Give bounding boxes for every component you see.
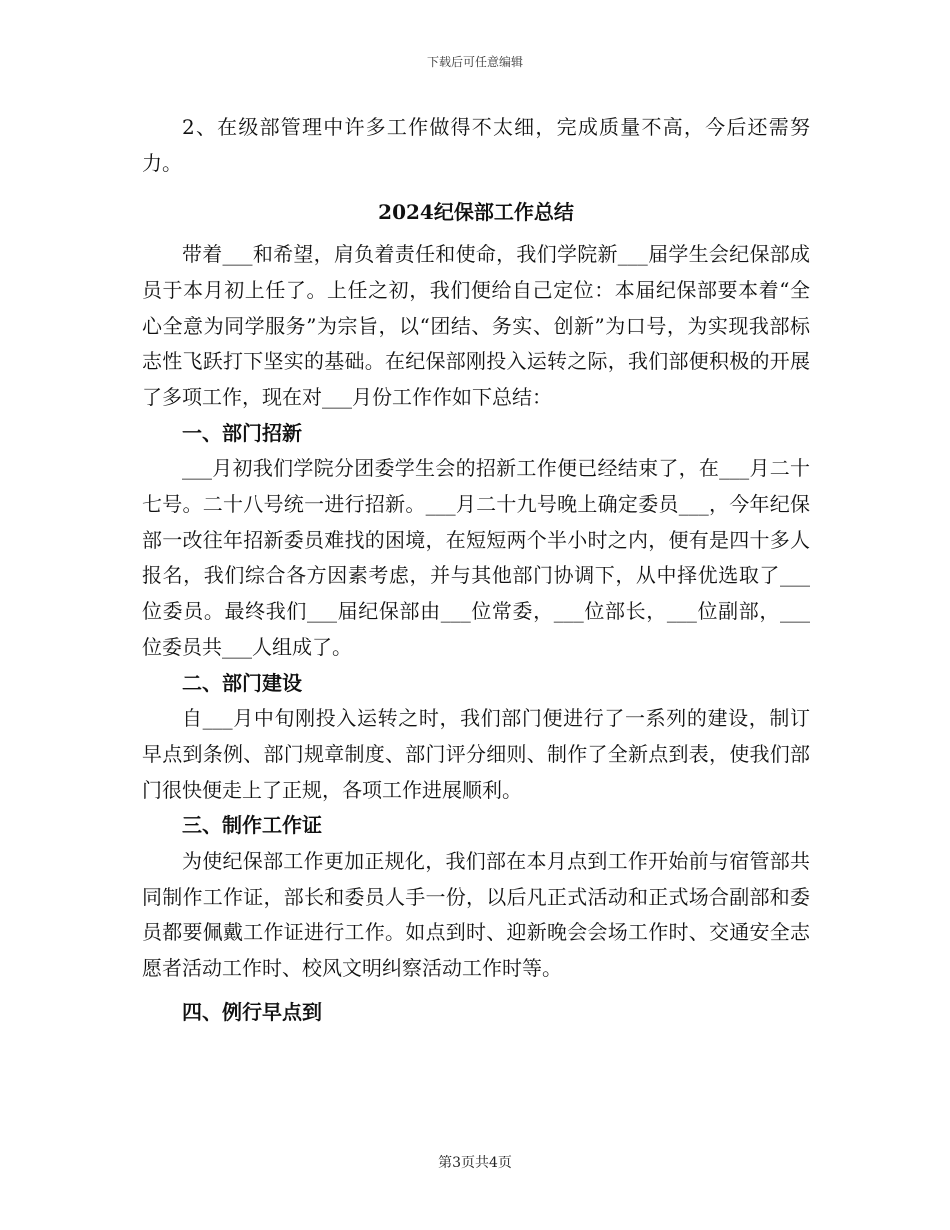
- intro-item-paragraph: 2、在级部管理中许多工作做得不太细，完成质量不高，今后还需努力。: [142, 115, 810, 175]
- opening-paragraph: 带着___和希望，肩负着责任和使命，我们学院新___届学生会纪保部成员于本月初上任了。上任之初，我们便给自己定位：本届纪保部要本着“全心全意为同学服务”为宗旨，以“团结、务实、创新”为口号，为实现我部标志性飞跃打下坚实的基础。在纪保部刚投入运转之际，我们部便积极的开展了多项工作，现在对___月份工作作如下总结：: [142, 242, 810, 409]
- document-body: [142, 110, 810, 1031]
- page-number-footer: 第3页共4页: [438, 1155, 512, 1171]
- page-header-note: 下载后可任意编辑: [426, 55, 523, 69]
- section-heading-morning-checkin: 四、例行早点到: [182, 999, 322, 1024]
- section-heading-construction: 二、部门建设: [182, 670, 302, 695]
- section-heading-work-card: 三、制作工作证: [182, 813, 322, 838]
- section-body-work-card: 为使纪保部工作更加正规化，我们部在本月点到工作开始前与宿管部共同制作工作证，部长和委员人手一份，以后凡正式活动和正式场合副部和委员都要佩戴工作证进行工作。如点到时、迎新晚会会场工作时、交通安全志愿者活动工作时、校风文明纠察活动工作时等。: [142, 849, 810, 981]
- section-body-recruitment: ___月初我们学院分团委学生会的招新工作便已经结束了，在___月二十七号。二十八号统一进行招新。___月二十九号晚上确定委员___，今年纪保部一改往年招新委员难找的困境，在短短两个半小时之内，便有是四十多人报名，我们综合各方因素考虑，并与其他部门协调下，从中择优选取了___位委员。最终我们___届纪保部由___位常委，___位部长，___位副部，___位委员共___人组成了。: [142, 456, 810, 659]
- section-heading-recruitment: 一、部门招新: [182, 420, 302, 445]
- section-body-construction: 自___月中旬刚投入运转之时，我们部门便进行了一系列的建设，制订早点到条例、部门规章制度、部门评分细则、制作了全新点到表，使我们部门很快便走上了正规，各项工作进展顺利。: [142, 706, 810, 802]
- document-title: 2024纪保部工作总结: [378, 200, 574, 225]
